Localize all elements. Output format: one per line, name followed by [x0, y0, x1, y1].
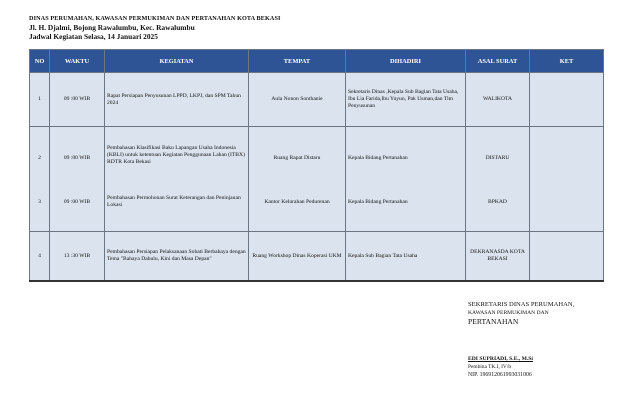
col-header-waktu: WAKTU	[50, 50, 105, 73]
col-header-dihadiri: DIHADIRI	[346, 50, 466, 73]
cell-no: 1	[30, 73, 50, 127]
cell-tempat: Ruang Workshop Dinas Koperasi UKM	[249, 232, 346, 282]
col-header-kegiatan: KEGIATAN	[105, 50, 249, 73]
cell-no: 4	[30, 232, 50, 282]
table-row	[30, 73, 604, 127]
signatory-details	[468, 355, 533, 380]
cell-asal-surat: BPKAD	[488, 199, 507, 205]
cell-waktu-stack	[50, 127, 105, 232]
col-header-tempat: TEMPAT	[249, 50, 346, 73]
cell-asal-surat: DISTARU	[485, 155, 510, 161]
signatory-title-line3: PERTANAHAN	[468, 317, 519, 326]
cell-ket	[530, 73, 604, 127]
col-header-ket: KET	[530, 50, 604, 73]
signature-block	[468, 300, 574, 327]
cell-no: 3	[38, 199, 41, 205]
cell-no: 2	[38, 155, 41, 161]
cell-dihadiri: Sekretaris Dinas ,Kepala Sub Bagian Tata Usaha, Ibu Lia Farida,Ibu Yuyun, Pak Usman,dan Tim Penyusunan	[346, 73, 466, 127]
cell-asal-surat-stack	[466, 127, 530, 232]
cell-waktu: 13 :30 WIB	[50, 232, 105, 282]
cell-kegiatan: Pembahasan Persiapan Pelaksanaan Sobati Berbahaya dengan Tema "Bahaya Dahulu, Kini dan Masa Depan"	[105, 232, 249, 282]
cell-tempat: Ruang Rapat Distaru	[273, 155, 321, 161]
col-header-asal-surat: ASAL SURAT	[466, 50, 530, 73]
document-header	[29, 14, 281, 41]
cell-tempat: Aula Nonon Sonthanie	[249, 73, 346, 127]
cell-waktu: 09 :00 WIB	[50, 73, 105, 127]
cell-dihadiri-stack	[346, 127, 466, 232]
cell-asal-surat: DEKRANASDA KOTA BEKASI	[466, 232, 530, 282]
agency-name: DINAS PERUMAHAN, KAWASAN PERMUKIMAN DAN PERTANAHAN KOTA BEKASI	[29, 15, 281, 22]
signatory-rank: Pembina TK.I, IV/b	[468, 364, 512, 370]
signatory-title-line2: KAWASAN PERMUKIMAN DAN	[468, 310, 549, 316]
table-header-row	[30, 50, 604, 73]
cell-dihadiri: Kepala Bidang Pertanahan	[348, 199, 408, 205]
cell-ket	[530, 232, 604, 282]
cell-kegiatan: Rapat Persiapan Penyusunan LPPD, LKPJ, dan SPM Tahun 2024	[105, 73, 249, 127]
table-row-merged	[30, 127, 604, 232]
cell-tempat-stack	[249, 127, 346, 232]
col-header-no: NO	[30, 50, 50, 73]
cell-no-stack	[30, 127, 50, 232]
cell-asal-surat: WALIKOTA	[466, 73, 530, 127]
cell-waktu: 09 :00 WIB	[63, 155, 91, 161]
table-row	[30, 232, 604, 282]
cell-dihadiri: Kepala Bidang Pertanahan	[348, 155, 408, 161]
cell-tempat: Kantor Kelurahan Pedurenan	[264, 199, 330, 205]
cell-kegiatan: Pembahasan Permohonan Surat Keterangan dan Peninjauan Lokasi	[107, 195, 241, 208]
schedule-table	[29, 49, 604, 282]
cell-ket-stack	[530, 127, 604, 232]
signatory-name: EDI SUPRIADI, S.E., M.Si	[468, 356, 533, 362]
agency-address: Jl. H. Djalmi, Bojong Rawalumbu, Kec. Rawalumbu	[29, 23, 195, 32]
cell-kegiatan: Pembahasan Klasifikasi Baku Lapangan Usaha Indonesia (KBLI) untuk ketentuan Kegiatan Penggunaan Lahan (ITBX) RDTR Kota Bekasi	[107, 145, 245, 165]
cell-waktu: 09 :00 WIB	[63, 199, 91, 205]
cell-kegiatan-stack	[105, 127, 249, 232]
schedule-title: Jadwal Kegiatan Selasa, 14 Januari 2025	[29, 32, 158, 41]
signatory-title-line1: SEKRETARIS DINAS PERUMAHAN,	[468, 301, 575, 308]
signatory-nip: NIP. 196912061993031006	[468, 372, 532, 378]
cell-dihadiri: Kepala Sub Bagian Tata Usaha	[346, 232, 466, 282]
